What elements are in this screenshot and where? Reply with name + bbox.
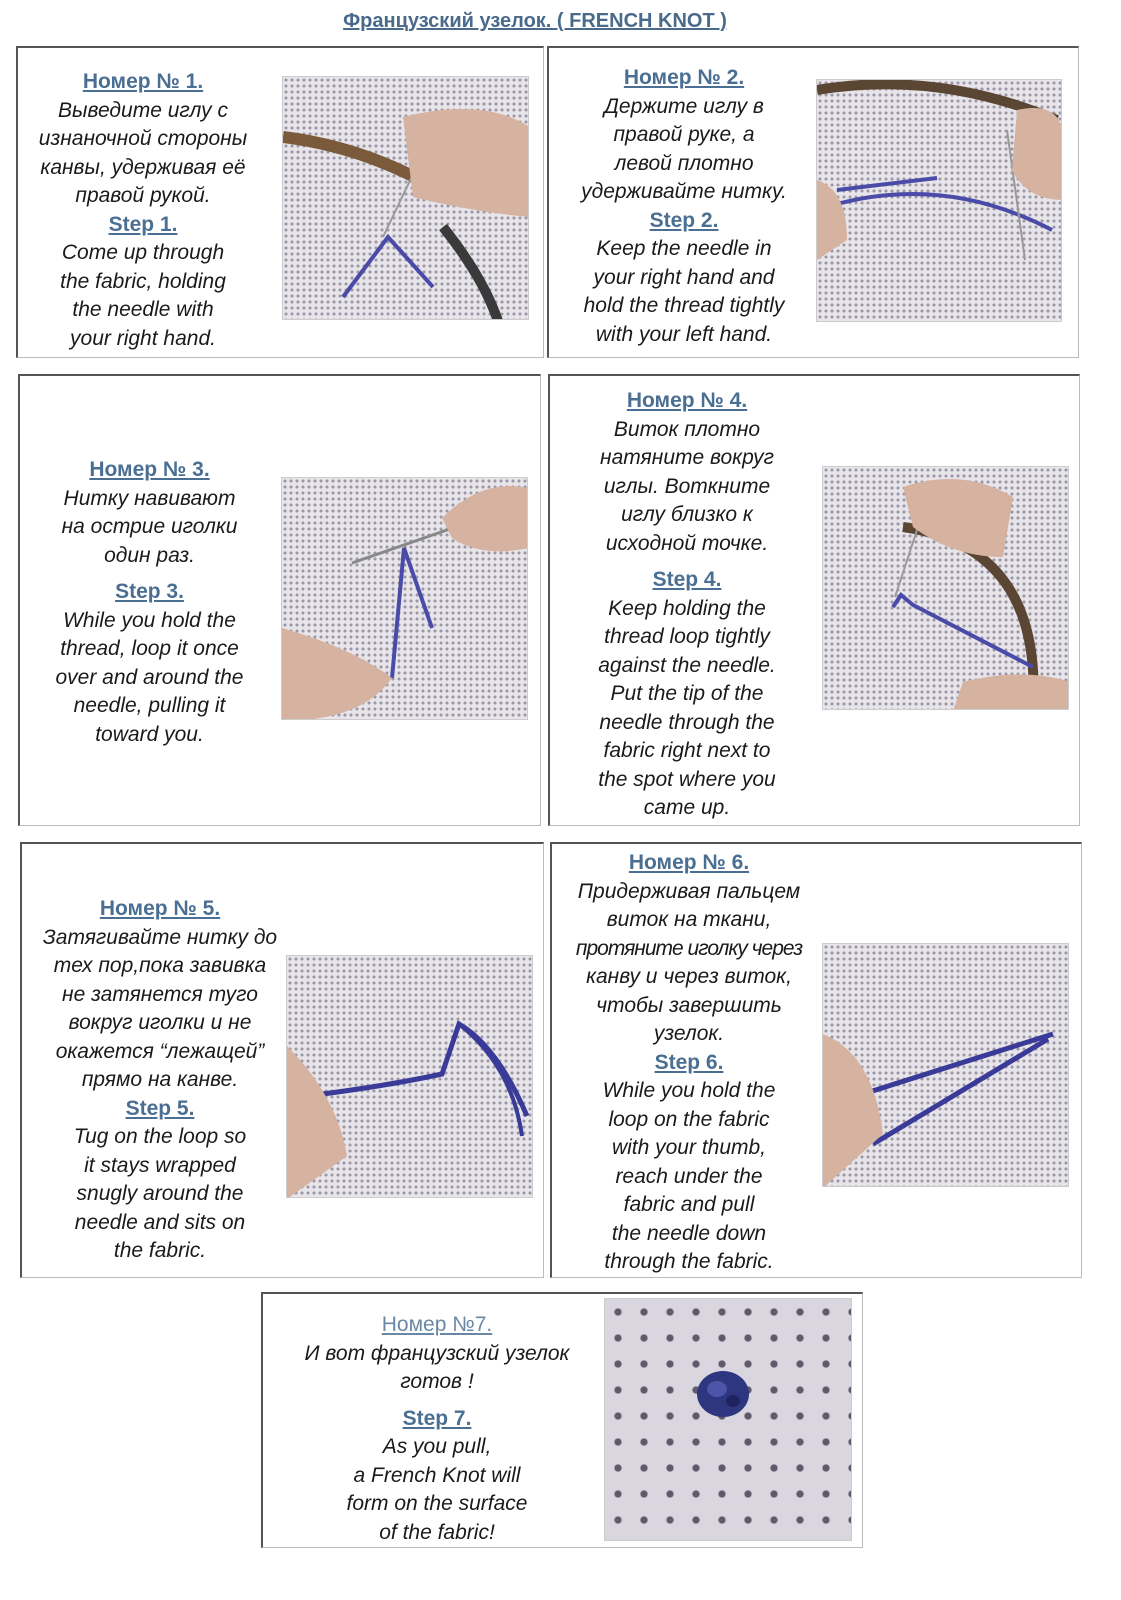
step-7-ru-line: И вот французский узелок [304, 1341, 570, 1365]
step-6-ru-line: узелок. [653, 1022, 725, 1045]
step-2-ru-line: правой руке, а [613, 123, 755, 146]
step-6-en-line: fabric and pull [623, 1193, 755, 1216]
step-1-ru-heading: Номер № 1. [82, 70, 204, 93]
step-2-en-line: your right hand and [593, 265, 775, 289]
step-4-illustration [823, 467, 1069, 710]
step-6-ru-line: виток на ткани, [606, 908, 772, 931]
step-3-text [32, 456, 267, 749]
step-7-en-line: a French Knot will [353, 1463, 521, 1487]
step-5-en-line: snugly around the [76, 1182, 244, 1205]
step-3-en-line: over and around the [55, 665, 244, 689]
step-1-en-heading: Step 1. [108, 212, 178, 236]
step-1-en-line: the needle with [72, 298, 214, 321]
step-4-en-line: fabric right next to [603, 739, 771, 762]
step-5-photo [286, 955, 533, 1198]
step-7-ru-heading: Номер №7. [381, 1313, 493, 1336]
step-6-en-line: loop on the fabric [608, 1107, 770, 1131]
step-1-en-line: Come up through [61, 241, 225, 264]
step-4-en-line: Keep holding the [608, 596, 766, 620]
spacer [32, 570, 267, 578]
step-2-ru-line: левой плотно [614, 151, 754, 175]
step-3-en-line: toward you. [95, 722, 204, 746]
step-1-ru-line: канвы, удерживая её [40, 155, 246, 179]
step-6-text [559, 849, 819, 1277]
step-3-ru-heading: Номер № 3. [89, 458, 210, 481]
step-6-en-line: the needle down [611, 1221, 767, 1245]
step-6-ru-line: канву и через виток, [586, 965, 792, 988]
step-4-ru-line: исходной точке. [605, 531, 769, 555]
step-2-en-line: with your left hand. [595, 322, 773, 346]
step-4-en-line: against the needle. [598, 653, 776, 677]
step-7-en-line: form on the surface [346, 1492, 528, 1515]
step-1-photo [282, 76, 529, 320]
step-4-ru-line: Виток плотно [613, 417, 761, 441]
step-5-en-line: the fabric. [113, 1239, 207, 1262]
step-2-en-line: hold the thread tightly [583, 294, 785, 317]
step-6-en-line: While you hold the [602, 1079, 776, 1102]
step-5-ru-line: окажется “лежащей” [55, 1039, 265, 1063]
spacer [564, 558, 810, 566]
step-4-en-line: Put the tip of the [610, 682, 764, 705]
step-6-photo [822, 943, 1069, 1187]
step-3-illustration [282, 478, 528, 720]
step-2-en-line: Keep the needle in [596, 237, 772, 260]
step-5-illustration [287, 956, 533, 1198]
step-3-ru-line: на острие иголки [61, 515, 238, 538]
step-1-en-line: the fabric, holding [60, 269, 226, 293]
step-7-en-line: of the fabric! [379, 1520, 495, 1544]
step-4-ru-line: иглу близко к [621, 503, 753, 526]
step-6-en-heading: Step 6. [654, 1050, 724, 1074]
step-5-en-line: it stays wrapped [84, 1153, 236, 1177]
step-1-illustration [283, 77, 529, 320]
step-3-ru-line: один раз. [104, 543, 195, 567]
step-7-illustration [605, 1299, 852, 1541]
step-6-ru-line: чтобы завершить [596, 993, 782, 1017]
step-7-photo [604, 1298, 852, 1541]
step-3-photo [281, 477, 528, 720]
step-6-en-line: with your thumb, [611, 1136, 767, 1159]
step-3-en-line: While you hold the [63, 608, 236, 632]
step-4-text [564, 387, 810, 823]
step-5-ru-line: Затягивайте нитку до [42, 925, 278, 949]
step-6-ru-heading: Номер № 6. [628, 851, 750, 874]
step-1-en-line: your right hand. [70, 326, 216, 350]
step-5-ru-line: прямо на канве. [81, 1068, 239, 1091]
step-5-ru-line: тех пор,пока завивка [53, 954, 267, 977]
step-1-ru-line: Выведите иглу с [58, 98, 228, 122]
step-2-illustration [817, 80, 1062, 322]
step-2-ru-line: Держите иглу в [604, 94, 764, 118]
step-7-en-line: As you pull, [382, 1435, 492, 1458]
step-5-en-line: Tug on the loop so [73, 1125, 247, 1148]
step-3-en-heading: Step 3. [115, 580, 184, 603]
page-title: Французский узелок. ( FRENCH KNOT ) [343, 10, 727, 32]
step-2-ru-line: удерживайте нитку. [581, 180, 787, 203]
step-4-en-line: thread loop tightly [604, 625, 770, 648]
step-3-en-line: needle, pulling it [73, 694, 226, 717]
step-6-illustration [823, 944, 1069, 1187]
step-6-ru-line: Придерживая пальцем [577, 879, 801, 903]
step-4-en-heading: Step 4. [652, 568, 722, 591]
step-1-text [20, 68, 266, 353]
step-7-ru-line: готов ! [400, 1370, 474, 1393]
step-3-en-line: thread, loop it once [60, 637, 239, 660]
spacer [282, 1397, 592, 1405]
step-2-text [560, 64, 808, 349]
step-4-photo [822, 466, 1069, 710]
step-2-en-heading: Step 2. [649, 208, 719, 232]
step-5-ru-line: не затянется туго [62, 982, 258, 1006]
step-6-en-line: through the fabric. [604, 1250, 774, 1273]
step-5-ru-line: вокруг иголки и не [68, 1011, 252, 1034]
step-7-en-heading: Step 7. [402, 1406, 472, 1430]
step-4-en-line: came up. [643, 796, 731, 819]
step-5-ru-heading: Номер № 5. [99, 897, 221, 920]
step-7-text [282, 1311, 592, 1547]
step-4-ru-line: натяните вокруг [600, 446, 774, 469]
step-6-en-line: reach under the [615, 1164, 763, 1188]
step-5-en-line: needle and sits on [74, 1210, 246, 1234]
step-5-text [30, 895, 290, 1266]
step-4-ru-line: иглы. Воткните [603, 474, 771, 498]
step-5-en-heading: Step 5. [125, 1096, 195, 1120]
step-3-ru-line: Нитку навивают [63, 486, 236, 510]
step-4-en-line: the spot where you [598, 767, 776, 791]
step-1-ru-line: правой рукой. [75, 184, 211, 207]
step-4-ru-heading: Номер № 4. [626, 389, 748, 412]
step-2-photo [816, 79, 1062, 322]
step-4-en-line: needle through the [599, 710, 775, 734]
step-6-ru-line: протяните иголку через [575, 936, 803, 960]
step-1-ru-line: изнаночной стороны [38, 127, 248, 150]
step-2-ru-heading: Номер № 2. [623, 66, 745, 89]
